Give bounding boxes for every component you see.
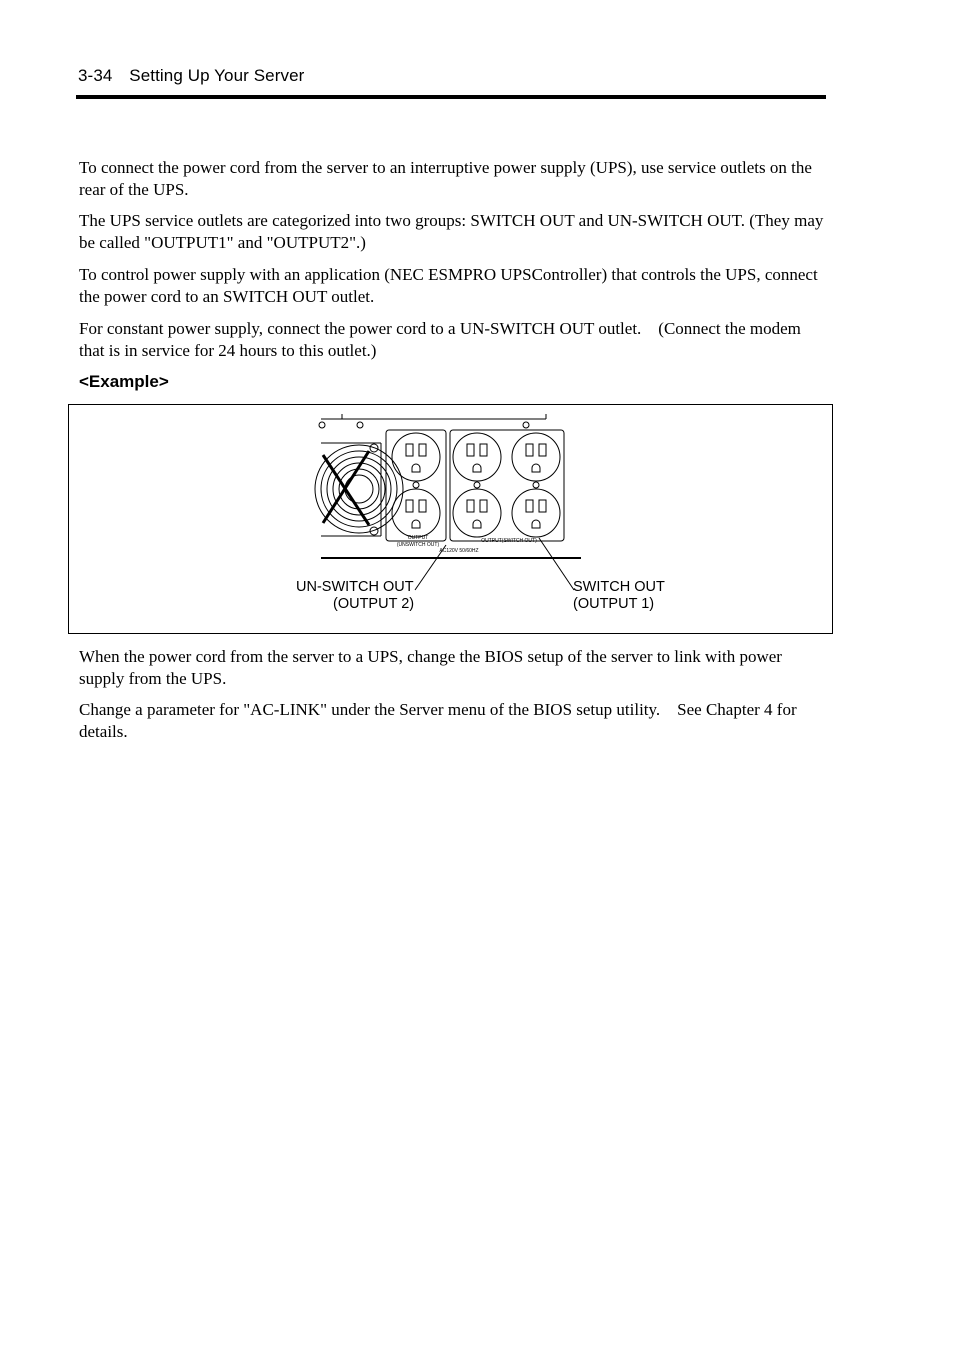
callout-switch-line2: (OUTPUT 1): [573, 596, 655, 612]
outlet-switch-2: [512, 433, 560, 481]
example-heading: <Example>: [79, 372, 169, 391]
panel-label-unswitch-1: OUTPUT: [407, 535, 429, 541]
panel-label-switch: OUTPUT(SWITCH OUT): [481, 538, 537, 544]
ups-rear-panel-illustration: [69, 405, 834, 635]
outlet-switch-3: [453, 489, 501, 537]
header-rule: [76, 95, 826, 99]
outlet-unswitch-top: [392, 433, 440, 481]
page-number: 3-34: [78, 66, 113, 85]
callout-unswitch-line2: (OUTPUT 2): [333, 596, 415, 612]
outlet-switch-4: [512, 489, 560, 537]
outlet-switch-1: [453, 433, 501, 481]
callout-switch-out: [573, 579, 665, 613]
callout-switch-line1: SWITCH OUT: [573, 579, 665, 595]
paragraph-unswitch-out: For constant power supply, connect the power cord to a UN-SWITCH OUT outlet. (Connect the modem that is in service for 24 hours to this outlet.): [79, 319, 801, 360]
ups-rear-panel-figure: [68, 404, 833, 634]
panel-label-unswitch-2: (UNSWITCH OUT): [396, 542, 440, 548]
paragraph-bios-link: When the power cord from the server to a UPS, change the BIOS setup of the server to link with power supply from the UPS.: [79, 647, 782, 688]
panel-label-rating: AC120V 50/60HZ: [439, 548, 479, 554]
paragraph-outlet-groups: The UPS service outlets are categorized into two groups: SWITCH OUT and UN-SWITCH OUT. (They may be called "OUTPUT1" and "OUTPUT2".): [79, 211, 824, 252]
callout-line-unswitch: [415, 545, 446, 590]
page-header: [78, 66, 304, 86]
outlet-unswitch-bottom: [392, 489, 440, 537]
section-title: Setting Up Your Server: [129, 66, 305, 85]
callout-unswitch-out: [296, 579, 414, 613]
callout-line-switch: [539, 538, 574, 590]
paragraph-ac-link: Change a parameter for "AC-LINK" under the Server menu of the BIOS setup utility. See Chapter 4 for details.: [79, 700, 797, 741]
paragraph-switch-out: To control power supply with an application (NEC ESMPRO UPSController) that controls the UPS, connect the power cord to an SWITCH OUT outlet.: [79, 265, 818, 306]
callout-unswitch-line1: UN-SWITCH OUT: [296, 579, 414, 595]
paragraph-ups-outlets: To connect the power cord from the server to an interruptive power supply (UPS), use service outlets on the rear of the UPS.: [79, 158, 812, 199]
